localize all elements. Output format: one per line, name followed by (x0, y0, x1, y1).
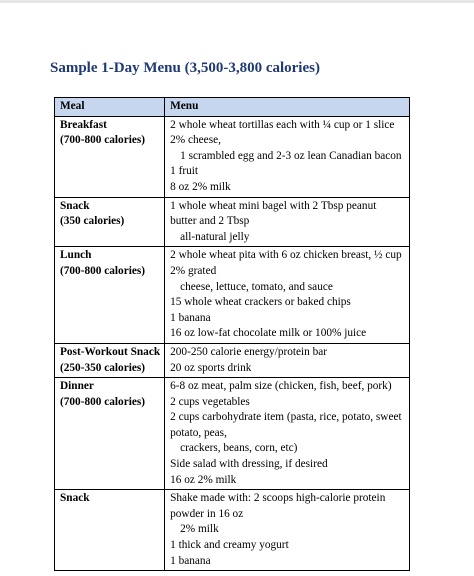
menu-table (54, 97, 410, 571)
table-row (55, 197, 410, 247)
menu-item: 20 oz sports drink (170, 361, 252, 374)
meal-name: Lunch (60, 249, 92, 262)
menu-item: 1 whole wheat mini bagel with 2 Tbsp peanut butter and 2 Tbsp (170, 199, 377, 228)
menu-item: 200-250 calorie energy/protein bar (170, 345, 328, 358)
table-row (55, 378, 410, 490)
meal-name: Post-Workout Snack (60, 345, 161, 358)
menu-cell (165, 343, 410, 377)
menu-cell (165, 116, 410, 197)
table-row (55, 490, 410, 571)
menu-item: 16 oz 2% milk (170, 473, 237, 486)
menu-item: crackers, beans, corn, etc) (180, 442, 298, 455)
menu-cell (165, 247, 410, 344)
menu-item: cheese, lettuce, tomato, and sauce (180, 280, 333, 293)
meal-cell (55, 490, 165, 571)
meal-cell (55, 247, 165, 344)
meal-calories: (700-800 calories) (60, 264, 146, 277)
meal-calories: (700-800 calories) (60, 395, 146, 408)
menu-item: 1 banana (170, 311, 211, 324)
menu-item: 1 scrambled egg and 2-3 oz lean Canadian bacon (180, 149, 402, 162)
document-title: Sample 1-Day Menu (3,500-3,800 calories) (50, 60, 320, 76)
menu-item: 1 thick and creamy yogurt (170, 539, 289, 552)
meal-name: Snack (60, 492, 90, 505)
menu-item: 2% milk (180, 523, 219, 536)
menu-item: 6-8 oz meat, palm size (chicken, fish, beef, pork) (170, 380, 392, 393)
meal-cell (55, 378, 165, 490)
table-header-row (55, 98, 410, 117)
menu-item: Shake made with: 2 scoops high-calorie protein powder in 16 oz (170, 492, 386, 520)
meal-cell (55, 197, 165, 247)
header-meal: Meal (55, 98, 165, 117)
menu-item: 2 whole wheat tortillas each with ¼ cup or 1 slice 2% cheese, (170, 118, 395, 147)
table-row (55, 343, 410, 377)
menu-cell (165, 197, 410, 247)
menu-item: 1 fruit (170, 165, 199, 178)
header-menu: Menu (165, 98, 410, 117)
meal-calories: (700-800 calories) (60, 134, 146, 147)
meal-calories: (350 calories) (60, 215, 125, 228)
meal-cell (55, 116, 165, 197)
menu-item: 2 whole wheat pita with 6 oz chicken breast, ½ cup 2% grated (170, 249, 402, 277)
meal-name: Snack (60, 199, 90, 212)
menu-item: 2 cups vegetables (170, 395, 250, 408)
meal-name: Dinner (60, 380, 94, 393)
table-row (55, 247, 410, 344)
menu-item: 1 banana (170, 554, 211, 567)
menu-item: all-natural jelly (180, 230, 250, 243)
menu-item: 15 whole wheat crackers or baked chips (170, 296, 351, 309)
menu-item: 2 cups carbohydrate item (pasta, rice, potato, sweet potato, peas, (170, 411, 402, 439)
table-row (55, 116, 410, 197)
menu-cell (165, 490, 410, 571)
meal-calories: (250-350 calories) (60, 361, 146, 374)
menu-item: Side salad with dressing, if desired (170, 458, 328, 471)
menu-item: 16 oz low-fat chocolate milk or 100% juice (170, 327, 367, 340)
top-divider (0, 0, 474, 3)
meal-cell (55, 343, 165, 377)
menu-item: 8 oz 2% milk (170, 180, 231, 193)
menu-cell (165, 378, 410, 490)
meal-name: Breakfast (60, 118, 107, 131)
